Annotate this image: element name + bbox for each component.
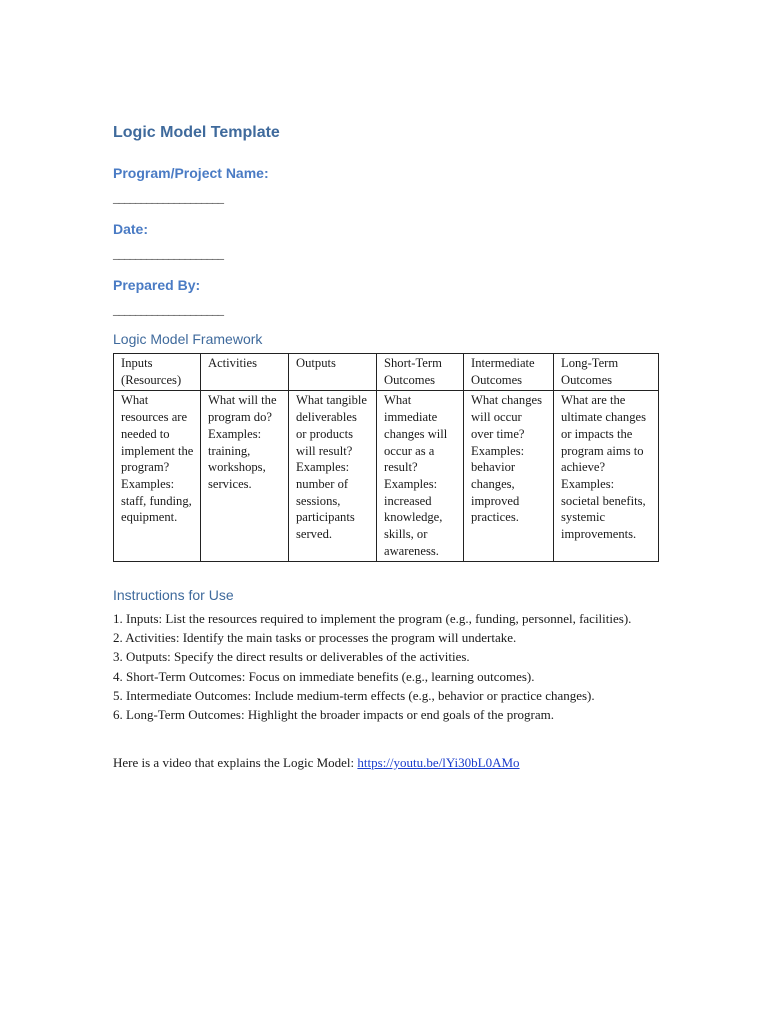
cell-activities: What will the program do? Examples: training, workshops, services.	[201, 391, 289, 562]
header-long-term: Long-Term Outcomes	[554, 354, 659, 391]
program-name-line: ____________________	[113, 190, 223, 205]
video-text: Here is a video that explains the Logic Model:	[113, 755, 358, 770]
cell-inputs: What resources are needed to implement the program? Examples: staff, funding, equipment.	[114, 391, 201, 562]
cell-intermediate: What changes will occur over time? Examples: behavior changes, improved practices.	[464, 391, 554, 562]
instruction-item: 3. Outputs: Specify the direct results or deliverables of the activities.	[113, 649, 470, 665]
instruction-item: 2. Activities: Identify the main tasks or processes the program will undertake.	[113, 630, 517, 646]
instruction-item: 4. Short-Term Outcomes: Focus on immediate benefits (e.g., learning outcomes).	[113, 668, 535, 684]
video-link[interactable]: https://youtu.be/lYi30bL0AMo	[357, 755, 520, 770]
video-paragraph	[113, 755, 520, 771]
header-inputs: Inputs (Resources)	[114, 354, 201, 391]
cell-short-term: What immediate changes will occur as a result? Examples: increased knowledge, skills, or awareness.	[377, 391, 464, 562]
table-header-row	[114, 354, 659, 391]
instructions-list	[113, 609, 669, 724]
logic-model-table	[113, 353, 659, 562]
instruction-item: 5. Intermediate Outcomes: Include medium-term effects (e.g., behavior or practice changes).	[113, 687, 595, 703]
program-name-label: Program/Project Name:	[113, 165, 269, 181]
header-activities: Activities	[201, 354, 289, 391]
instruction-item: 6. Long-Term Outcomes: Highlight the broader impacts or end goals of the program.	[113, 707, 554, 723]
table-row	[114, 391, 659, 562]
header-intermediate: Intermediate Outcomes	[464, 354, 554, 391]
date-label: Date:	[113, 221, 149, 237]
prepared-by-label: Prepared By:	[113, 277, 201, 293]
prepared-by-line: ____________________	[113, 302, 223, 317]
document-title: Logic Model Template	[113, 124, 280, 141]
cell-outputs: What tangible deliverables or products will result? Examples: number of sessions, participants served.	[289, 391, 377, 562]
cell-long-term: What are the ultimate changes or impacts the program aims to achieve? Examples: societal benefits, systemic improvements.	[554, 391, 659, 562]
instruction-item: 1. Inputs: List the resources required to implement the program (e.g., funding, personnel, facilities).	[113, 611, 632, 626]
instructions-heading: Instructions for Use	[113, 587, 234, 603]
header-outputs: Outputs	[289, 354, 377, 391]
date-line: ____________________	[113, 246, 223, 261]
header-short-term: Short-Term Outcomes	[377, 354, 464, 391]
framework-heading: Logic Model Framework	[113, 331, 263, 347]
